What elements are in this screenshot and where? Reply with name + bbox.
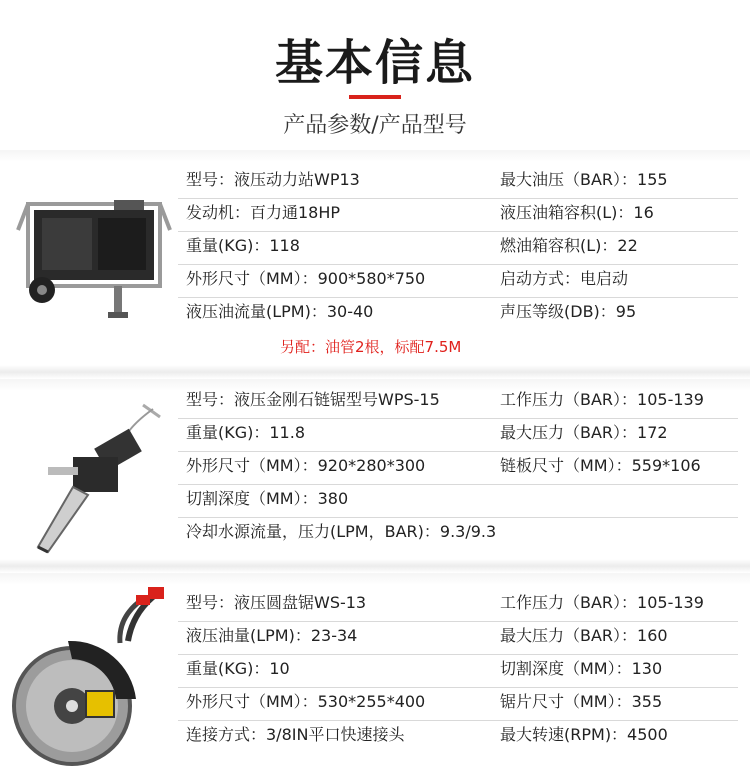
title-underline (349, 95, 401, 99)
spec-row (186, 621, 746, 651)
spec-value: 最大转速(RPM)：4500 (500, 725, 668, 744)
spec-row (186, 517, 746, 547)
hydraulic-circular-saw-icon (8, 581, 178, 766)
spec-row (186, 165, 746, 195)
accessory-note: 另配：油管2根，标配7.5M (280, 338, 462, 356)
spec-value: 工作压力（BAR）：105-139 (500, 593, 704, 612)
product-section-circular-saw (0, 573, 750, 772)
spec-value: 最大油压（BAR）：155 (500, 170, 668, 189)
section-divider (0, 365, 750, 379)
spec-value: 重量(KG)：11.8 (186, 423, 306, 442)
spec-row (186, 484, 746, 514)
spec-value: 型号：液压金刚石链锯型号WPS-15 (186, 390, 440, 409)
spec-row (186, 451, 746, 481)
spec-value: 锯片尺寸（MM）：355 (500, 692, 663, 711)
header (0, 0, 750, 150)
spec-row (186, 418, 746, 448)
page-title: 基本信息 (274, 35, 475, 91)
spec-value: 外形尺寸（MM）：920*280*300 (186, 456, 426, 475)
spec-value: 切割深度（MM）：130 (500, 659, 663, 678)
section-divider (0, 559, 750, 573)
spec-value: 外形尺寸（MM）：530*255*400 (186, 692, 426, 711)
spec-value: 启动方式：电启动 (500, 269, 629, 288)
spec-value: 液压油量(LPM)：23-34 (186, 626, 358, 645)
hydraulic-power-unit-icon (14, 190, 174, 325)
page-subtitle: 产品参数/产品型号 (283, 113, 467, 138)
spec-row (186, 198, 746, 228)
spec-value: 液压油箱容积(L)：16 (500, 203, 654, 222)
spec-value: 冷却水源流量，压力(LPM，BAR)：9.3/9.3 (186, 522, 497, 541)
spec-value: 型号：液压动力站WP13 (186, 170, 360, 189)
spec-value: 最大压力（BAR）：172 (500, 423, 668, 442)
spec-value: 外形尺寸（MM）：900*580*750 (186, 269, 426, 288)
spec-value: 链板尺寸（MM）：559*106 (500, 456, 701, 475)
spec-value: 型号：液压圆盘锯WS-13 (186, 593, 367, 612)
spec-value: 重量(KG)：118 (186, 236, 300, 255)
product-section-power-unit (0, 150, 750, 365)
spec-value: 发动机：百力通18HP (186, 203, 341, 222)
spec-row (186, 687, 746, 717)
product-section-chainsaw (0, 379, 750, 559)
spec-row (186, 654, 746, 684)
spec-row (186, 385, 746, 415)
spec-value: 重量(KG)：10 (186, 659, 290, 678)
spec-value: 液压油流量(LPM)：30-40 (186, 302, 374, 321)
hydraulic-chainsaw-icon (28, 397, 168, 557)
spec-value: 切割深度（MM）：380 (186, 489, 349, 508)
spec-row (186, 264, 746, 294)
spec-row (186, 231, 746, 261)
spec-value: 工作压力（BAR）：105-139 (500, 390, 704, 409)
spec-row (186, 720, 746, 750)
spec-row (186, 588, 746, 618)
spec-value: 最大压力（BAR）：160 (500, 626, 668, 645)
spec-row (186, 297, 746, 327)
spec-value: 连接方式：3/8IN平口快速接头 (186, 725, 405, 744)
spec-value: 燃油箱容积(L)：22 (500, 236, 638, 255)
spec-value: 声压等级(DB)：95 (500, 302, 637, 321)
